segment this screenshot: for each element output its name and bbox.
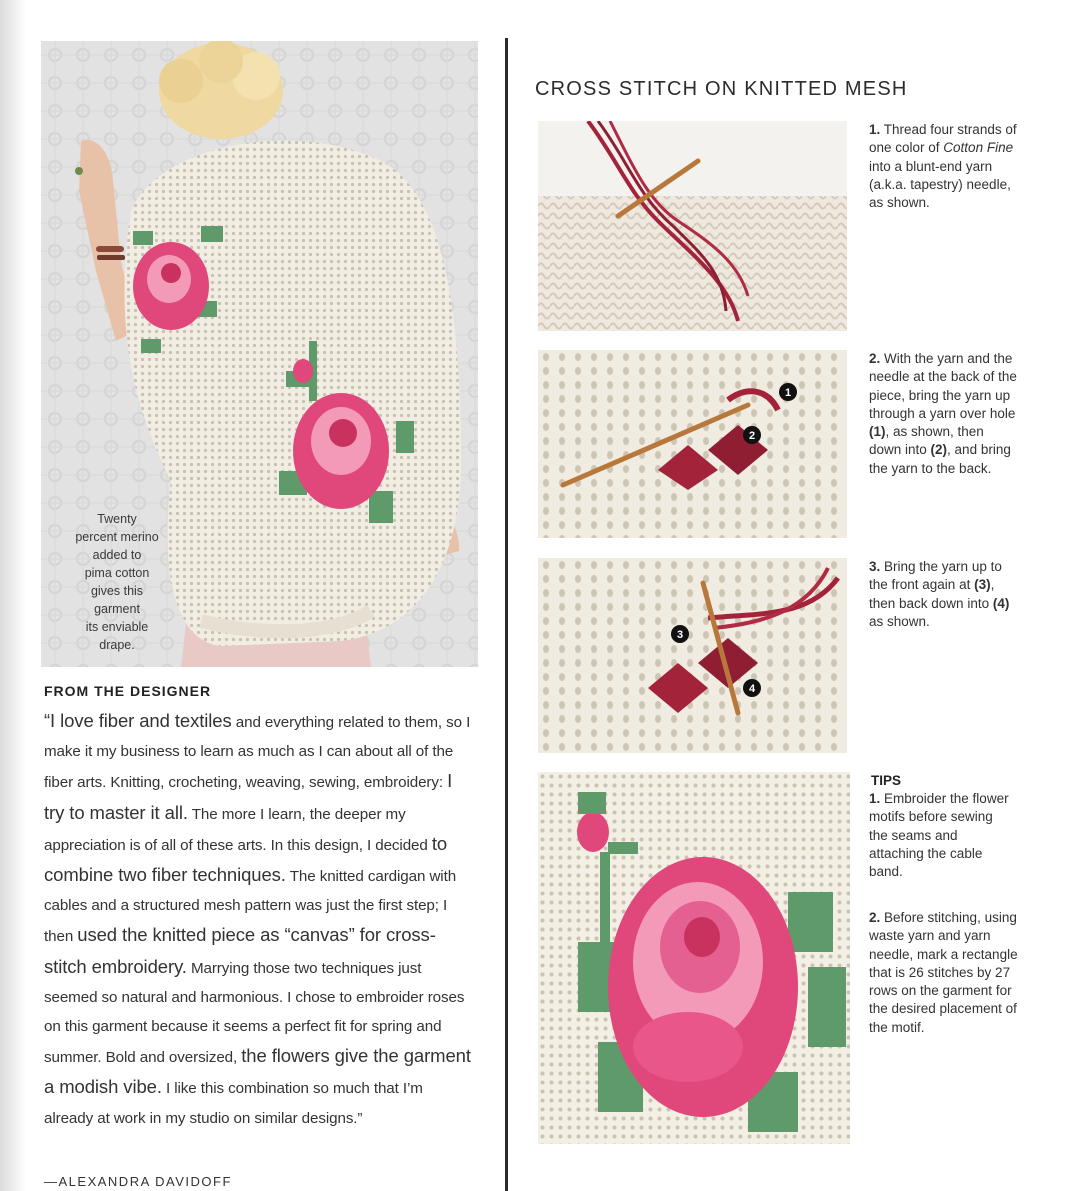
step-1-body: Thread four strands of one color of [869,122,1017,156]
tip-1-body: Embroider the flower motifs before sewing the seams and attaching the cable band. [869,791,1009,880]
step-3-body: Bring the yarn up to the front again at [869,559,1002,593]
step-2-ref1: (1) [869,424,886,440]
step-3-num: 3. [869,559,881,574]
tips-heading: TIPS [871,773,902,788]
step-1-num: 1. [869,122,881,137]
quote-segment: to combine two fiber techniques. [44,832,448,886]
step-1-yarn: Cotton Fine [943,140,1014,156]
marker-3 [671,625,689,643]
step-2-body-mid: , as shown, then down into [869,424,984,458]
rose-motif-photo [538,772,850,1144]
marker-4 [743,679,761,697]
quote-segment: I like this combination so much that I’m already at work in my studio on similar designs.” [44,1080,423,1127]
quote-segment: the flowers give the garment a modish vibe. [44,1045,471,1098]
photo-caption: Twenty percent merino added to pima cotton gives this garment its enviable drape. [75,512,159,652]
step-3-ref1: (3) [974,577,991,593]
designer-quote [44,706,476,1133]
designer-heading: FROM THE DESIGNER [44,683,212,699]
section-title: CROSS STITCH ON KNITTED MESH [535,78,908,100]
tip-1-text [869,790,1011,881]
step-3-ref2: (4) [992,595,1010,611]
designer-attribution: —ALEXANDRA DAVIDOFF [44,1174,232,1189]
quote-segment: used the knitted piece as “canvas” for cross-stitch embroidery. [44,924,436,977]
svg-text:2: 2 [748,430,756,442]
step-1-text [869,121,1019,212]
marker-1 [779,383,797,401]
quote-segment: I try to master it all. [44,770,453,823]
step-2-text [869,350,1019,478]
tip-2-text [869,909,1019,1037]
svg-text:3: 3 [676,629,684,641]
marker-2 [743,426,761,444]
quote-segment: and everything related to them, so I make it my business to learn as much as I can about all of the fiber arts. Knitting, crocheting, weaving, sewing, embroidery: [44,714,471,792]
tip-2-body: Before stitching, using waste yarn and yarn needle, mark a rectangle that is 26 stitches by 27 rows on the garment for the desired placement of the motif. [869,910,1018,1035]
quote-segment: The knitted cardigan with cables and a structured mesh pattern was just the first step; I then [44,868,457,946]
step-3-photo [538,558,847,753]
step-1-photo [538,121,847,331]
step-2-body: With the yarn and the needle at the back of the piece, bring the yarn up through a yarn over hole [869,351,1017,421]
svg-text:1: 1 [784,387,792,399]
svg-text:4: 4 [748,683,756,695]
step-3-body-mid: , then back down into [869,577,995,611]
column-divider [505,38,508,1191]
step-3-body-end: as shown. [869,613,930,629]
step-3-text [869,558,1019,631]
tip-1-num: 1. [869,791,881,806]
quote-segment: The more I learn, the deeper my appreciation is of all of these arts. In this design, I decided [44,805,432,854]
step-1-body-end: into a blunt-end yarn (a.k.a. tapestry) needle, as shown. [869,158,1011,211]
tip-2-num: 2. [869,910,881,925]
step-2-body-end: , and bring the yarn to the back. [869,442,1011,476]
page-gutter-shadow [0,0,26,1191]
quote-segment: Marrying those two techniques just seemed so natural and harmonious. I chose to embroider roses on this garment because it seems a perfect fit for spring and summer. Bold and oversized, [44,959,465,1067]
step-2-photo [538,350,847,538]
step-2-num: 2. [869,351,881,366]
quote-segment: “I love fiber and textiles [44,710,232,731]
step-2-ref2: (2) [930,442,948,458]
